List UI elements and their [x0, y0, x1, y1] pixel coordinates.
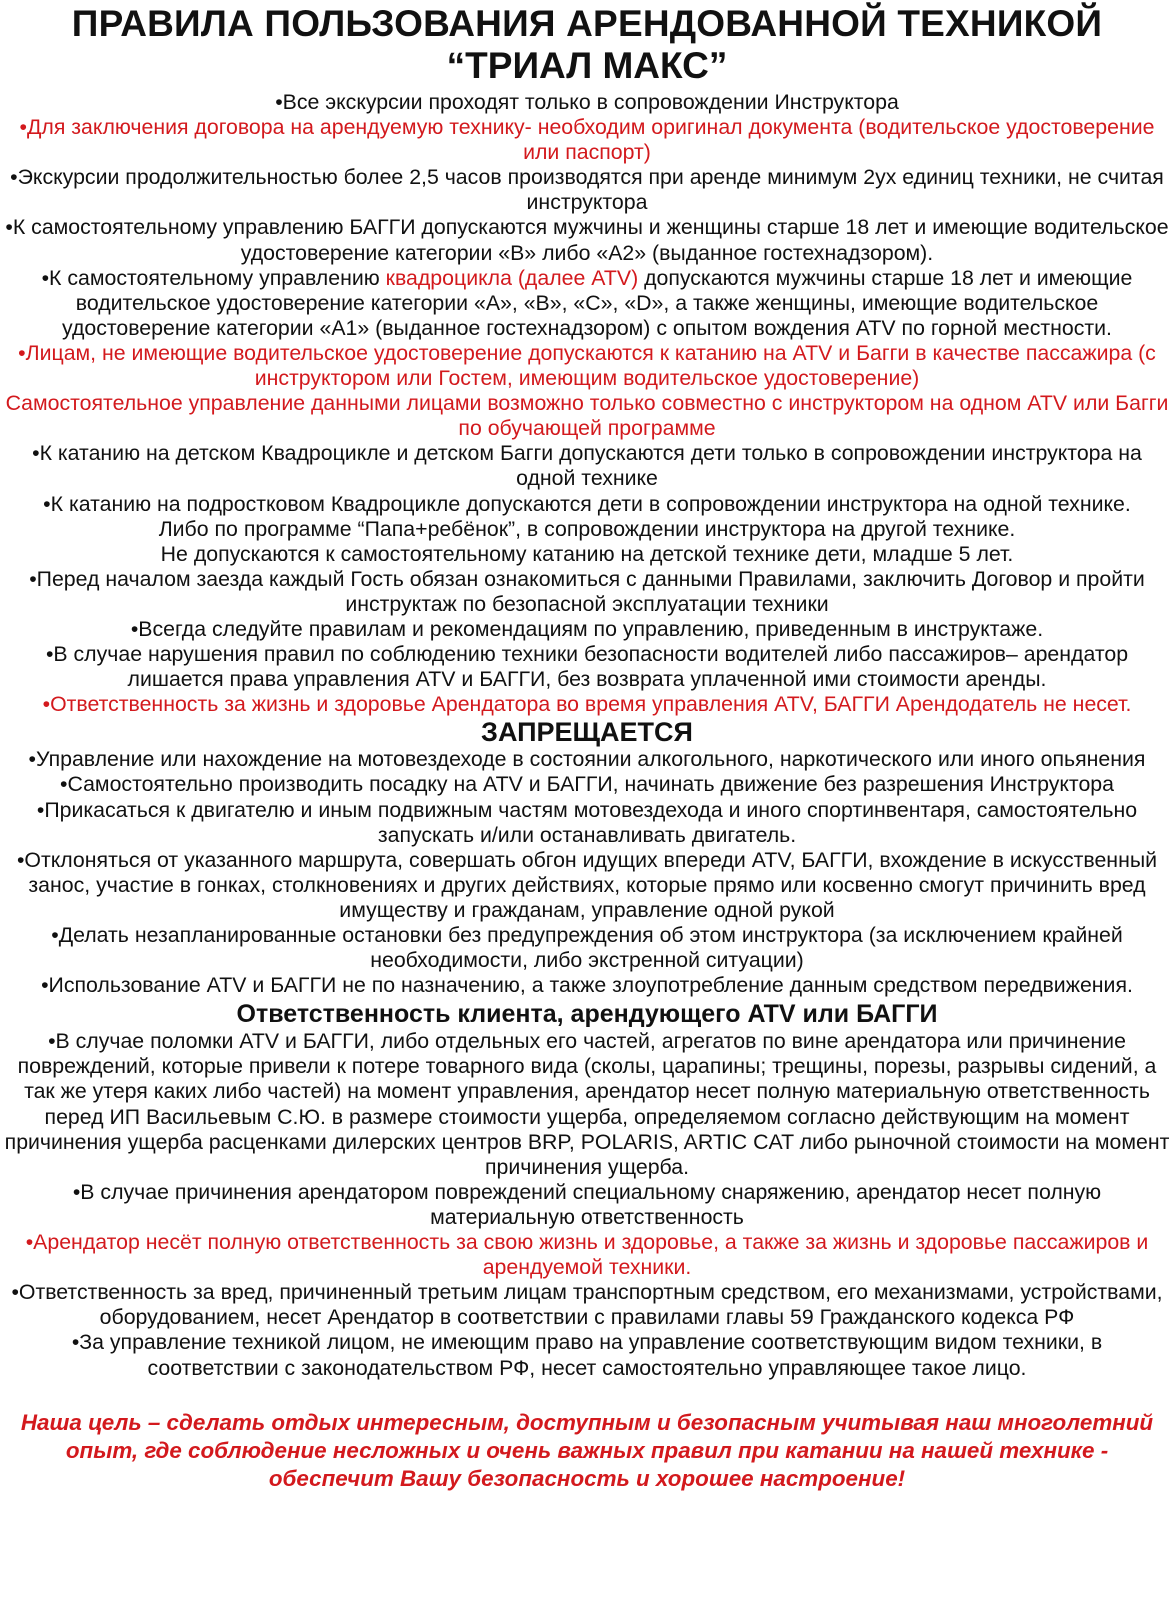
rule-item: •Ответственность за жизнь и здоровье Арендатора во время управления ATV, БАГГИ Арендодатель не несет.	[42, 692, 1132, 717]
rule-item: •К катанию на подростковом Квадроцикле допускаются дети в сопровождении инструктора на одной технике.	[43, 491, 1131, 516]
rule-text: допускаются мужчины старше 18 лет и имеющие водительское удостоверение категории «А», «В», «С», «D», а также женщины, имеющие водительское удостоверение категории «А1» (выданное гостехнадзором) с опытом вождения ATV по горной местности.	[62, 265, 1133, 340]
prohibited-item: •Использование ATV и БАГГИ не по назначению, а также злоупотребление данным средством передвижения.	[41, 973, 1133, 998]
closing-message: Наша цель – сделать отдых интересным, доступным и безопасным учитывая наш многолетний опыт, где соблюдение несложных и очень важных правил при катании на нашей технике - обеспечит Вашу безопасность и хорошее настроение!	[20, 1409, 1154, 1491]
prohibited-heading: ЗАПРЕЩАЕТСЯ	[481, 717, 693, 748]
rule-item: •Всегда следуйте правилам и рекомендациям по управлению, приведенным в инструктаже.	[130, 616, 1044, 641]
prohibited-item: •Отклоняться от указанного маршрута, совершать обгон идущих впереди ATV, БАГГИ, вхождение в искусственный занос, участие в гонках, столкновениях и других действиях, которые прямо или косвенно смогут причинить вред имуществу и гражданам, управление одной рукой	[16, 847, 1158, 922]
page-title: ПРАВИЛА ПОЛЬЗОВАНИЯ АРЕНДОВАННОЙ ТЕХНИКОЙ	[71, 3, 1103, 44]
liability-item: •Арендатор несёт полную ответственность за свою жизнь и здоровье, а также за жизнь и здоровье пассажиров и арендуемой техники.	[25, 1230, 1149, 1280]
rule-item: •В случае нарушения правил по соблюдению техники безопасности водителей либо пассажиров– арендатор лишается права управления ATV и БАГГИ, без возврата уплаченной ими стоимости аренды.	[45, 642, 1129, 692]
rule-highlight: квадроцикла (далее ATV)	[385, 265, 639, 290]
rule-item: Не допускаются к самостоятельному катанию на детской технике дети, младше 5 лет.	[160, 541, 1014, 566]
liability-item: •Ответственность за вред, причиненный третьим лицам транспортным средством, его механизмами, устройствами, оборудованием, несет Арендатор в соответствии с правилами главы 59 Гражданского кодекса РФ	[11, 1280, 1163, 1330]
liability-heading: Ответственность клиента, арендующего ATV или БАГГИ	[236, 1000, 938, 1029]
prohibited-item: •Делать незапланированные остановки без предупреждения об этом инструктора (за исключением крайней необходимости, либо экстренной ситуации)	[51, 923, 1123, 973]
prohibited-item: •Прикасаться к двигателю и иным подвижным частям мотовездехода и иного спортинвентаря, самостоятельно запускать и/или останавливать двигатель.	[36, 797, 1138, 847]
rule-item: •Лицам, не имеющие водительское удостоверение допускаются к катанию на ATV и Багги в качестве пассажира (с инструктором или Гостем, имеющим водительское удостоверение)	[18, 340, 1156, 391]
rule-item: •Для заключения договора на арендуемую технику- необходим оригинал документа (водительское удостоверение или паспорт)	[19, 115, 1155, 165]
prohibited-section	[4, 747, 1170, 998]
rule-text: •К самостоятельному управлению	[41, 265, 386, 290]
rule-item: Самостоятельное управление данными лицами возможно только совместно с инструктором на одном ATV или Багги по обучающей программе	[5, 391, 1169, 441]
liability-item: •За управление техникой лицом, не имеющим право на управление соответствующим видом техники, в соответствии с законодательством РФ, несет самостоятельно управляющее такое лицо.	[71, 1330, 1103, 1380]
rule-item: •Перед началом заезда каждый Гость обязан ознакомиться с данными Правилами, заключить Договор и пройти инструктаж по безопасной эксплуатации техники	[29, 566, 1145, 616]
liability-item: •В случае поломки ATV и БАГГИ, либо отдельных его частей, агрегатов по вине арендатора или причинение повреждений, которые привели к потере товарного вида (сколы, царапины; трещины, порезы, разрывы сидений, а так же утеря каких либо частей) на момент управления, арендатор несет полную материальную ответственность перед ИП Васильевым С.Ю. в размере стоимости ущерба, определяемом согласно действующим на момент причинения ущерба расценками дилерских центров BRP, POLARIS, ARTIC CAT либо рыночной стоимости на момент причинения ущерба.	[4, 1029, 1170, 1179]
rule-item: •К самостоятельному управлению БАГГИ допускаются мужчины и женщины старше 18 лет и имеющие водительское удостоверение категории «В» либо «А2» (выданное гостехнадзором).	[5, 215, 1169, 265]
rule-item: •Экскурсии продолжительностью более 2,5 часов производятся при аренде минимум 2ух единиц техники, не считая инструктора	[10, 165, 1164, 215]
rule-item	[4, 266, 1170, 341]
prohibited-item: •Управление или нахождение на мотовездеходе в состоянии алкогольного, наркотического или иного опьянения	[28, 747, 1146, 772]
rule-item: •Все экскурсии проходят только в сопровождении Инструктора	[275, 90, 899, 114]
liability-section	[4, 1029, 1170, 1380]
rule-item: •К катанию на детском Квадроцикле и детском Багги допускаются дети только в сопровождении инструктора на одной технике	[32, 441, 1142, 491]
rules-section	[4, 90, 1170, 717]
rule-item: Либо по программе “Папа+ребёнок”, в сопровождении инструктора на другой технике.	[158, 516, 1016, 541]
company-name: “ТРИАЛ МАКС”	[446, 45, 728, 86]
liability-item: •В случае причинения арендатором повреждений специальному снаряжению, арендатор несет полную материальную ответственность	[72, 1179, 1102, 1229]
prohibited-item: •Самостоятельно производить посадку на ATV и БАГГИ, начинать движение без разрешения Инструктора	[60, 772, 1114, 797]
